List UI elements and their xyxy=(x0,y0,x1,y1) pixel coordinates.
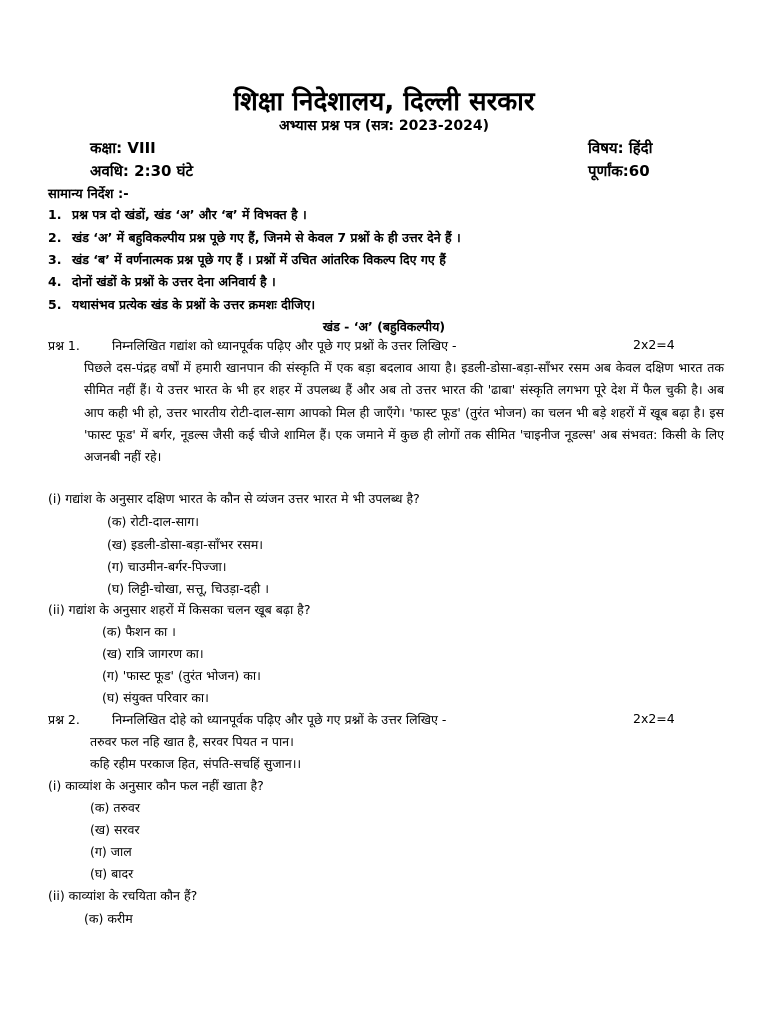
option-item: (क) तरुवर xyxy=(90,800,140,815)
duration-label: अवधि: 2:30 घंटे xyxy=(90,162,194,180)
instruction-item xyxy=(48,206,307,223)
page-subtitle: अभ्यास प्रश्न पत्र (सत्र: 2023-2024) xyxy=(278,118,490,134)
option-item: (ग) चाउमीन-बर्गर-पिज्जा। xyxy=(107,559,227,574)
instruction-text: खंड ‘अ’ में बहुविकल्पीय प्रश्न पूछे गए हैं, जिनमे से केवल 7 प्रश्नों के ही उत्तर देने हैं । xyxy=(72,230,461,245)
q2-instruction: निम्नलिखित दोहे को ध्यानपूर्वक पढ़िए और पूछे गए प्रश्नों के उत्तर लिखिए - xyxy=(112,712,447,727)
option-item: (ख) इडली-डोसा-बड़ा-साँभर रसम। xyxy=(107,537,264,552)
q1-subquestion-2: (ii) गद्यांश के अनुसार शहरों में किसका चलन खूब बढ़ा है? xyxy=(48,602,311,617)
option-item: (ग) 'फास्ट फूड' (तुरंत भोजन) का। xyxy=(102,668,261,683)
instruction-text: प्रश्न पत्र दो खंडों, खंड ‘अ’ और ‘ब’ में विभक्त है । xyxy=(72,207,307,222)
q2-subquestion-1: (i) काव्यांश के अनुसार कौन फल नहीं खाता है? xyxy=(48,778,264,793)
instruction-item xyxy=(48,273,276,290)
q2-marks: 2x2=4 xyxy=(633,711,675,726)
option-item: (घ) बादर xyxy=(90,866,134,881)
instruction-text: खंड ‘ब’ में वर्णनात्मक प्रश्न पूछे गए हैं । प्रश्नों में उचित आंतरिक विकल्प दिए गए हैं xyxy=(72,252,446,267)
instruction-number: 1. xyxy=(48,207,62,222)
option-item: (घ) लिट्टी-चोखा, सत्तू, चिउड़ा-दही । xyxy=(107,581,269,596)
q1-passage: पिछले दस-पंद्रह वर्षों में हमारी खानपान की संस्कृति में एक बड़ा बदलाव आया है। इडली-डोसा-बड़ा-साँभर रसम अब केवल दक्षिण भारत तक सीमित नहीं हैं। ये उत्तर भारत के भी हर शहर में उपलब्ध हैं और अब तो उत्तर भारत की 'ढाबा' संस्कृति लगभग पूरे देश में फैल चुकी है। अब आप कही भी हो, उत्तर भारतीय रोटी-दाल-साग आपको मिल ही जाएँगे। 'फास्ट फूड' (तुरंत भोजन) का चलन भी बड़े शहरों में खूब बढ़ा है। इस 'फास्ट फूड' में बर्गर, नूडल्स जैसी कई चीजे शामिल हैं। एक जमाने में कुछ ही लोगों तक सीमित 'चाइनीज नूडल्स' अब संभवत: किसी के लिए अजनबी नहीं रहे। xyxy=(84,360,724,465)
instruction-number: 2. xyxy=(48,230,62,245)
section-a-heading: खंड - ‘अ’ (बहुविकल्पीय) xyxy=(322,319,446,334)
option-item: (ख) सरवर xyxy=(90,822,140,837)
general-instructions-title: सामान्य निर्देश :- xyxy=(48,187,129,202)
instruction-item xyxy=(48,251,446,268)
total-marks-label: पूर्णांक:60 xyxy=(588,162,650,180)
couplet-line: तरुवर फल नहि खात है, सरवर पियत न पान। xyxy=(90,734,294,749)
instruction-text: दोनों खंडों के प्रश्नों के उत्तर देना अनिवार्य है । xyxy=(72,274,276,289)
q2-label: प्रश्न 2. xyxy=(48,712,80,727)
subject-label: विषय: हिंदी xyxy=(588,139,653,157)
instruction-item xyxy=(48,296,315,313)
q1-subquestion-1: (i) गद्यांश के अनुसार दक्षिण भारत के कौन से व्यंजन उत्तर भारत मे भी उपलब्ध है? xyxy=(48,491,420,506)
class-label: कक्षा: VIII xyxy=(90,139,156,157)
q2-subquestion-2: (ii) काव्यांश के रचयिता कौन हैं? xyxy=(48,888,198,903)
instruction-number: 4. xyxy=(48,274,62,289)
option-item: (घ) संयुक्त परिवार का। xyxy=(102,690,209,705)
couplet-line: कहि रहीम परकाज हित, संपति-सचहिं सुजान।। xyxy=(90,756,302,771)
option-item: (क) करीम xyxy=(84,911,133,926)
instruction-number: 5. xyxy=(48,297,62,312)
instruction-item xyxy=(48,229,461,246)
instruction-number: 3. xyxy=(48,252,62,267)
q1-marks: 2x2=4 xyxy=(633,337,675,352)
option-item: (क) रोटी-दाल-साग। xyxy=(107,514,200,529)
option-item: (ख) रात्रि जागरण का। xyxy=(102,646,204,661)
page-title: शिक्षा निदेशालय, दिल्ली सरकार xyxy=(233,87,535,117)
instruction-text: यथासंभव प्रत्येक खंड के प्रश्नों के उत्तर क्रमशः दीजिए। xyxy=(72,297,316,312)
q1-instruction: निम्नलिखित गद्यांश को ध्यानपूर्वक पढ़िए और पूछे गए प्रश्नों के उत्तर लिखिए - xyxy=(112,338,457,353)
option-item: (ग) जाल xyxy=(90,844,132,859)
q1-label: प्रश्न 1. xyxy=(48,338,80,353)
option-item: (क) फैशन का । xyxy=(102,624,176,639)
